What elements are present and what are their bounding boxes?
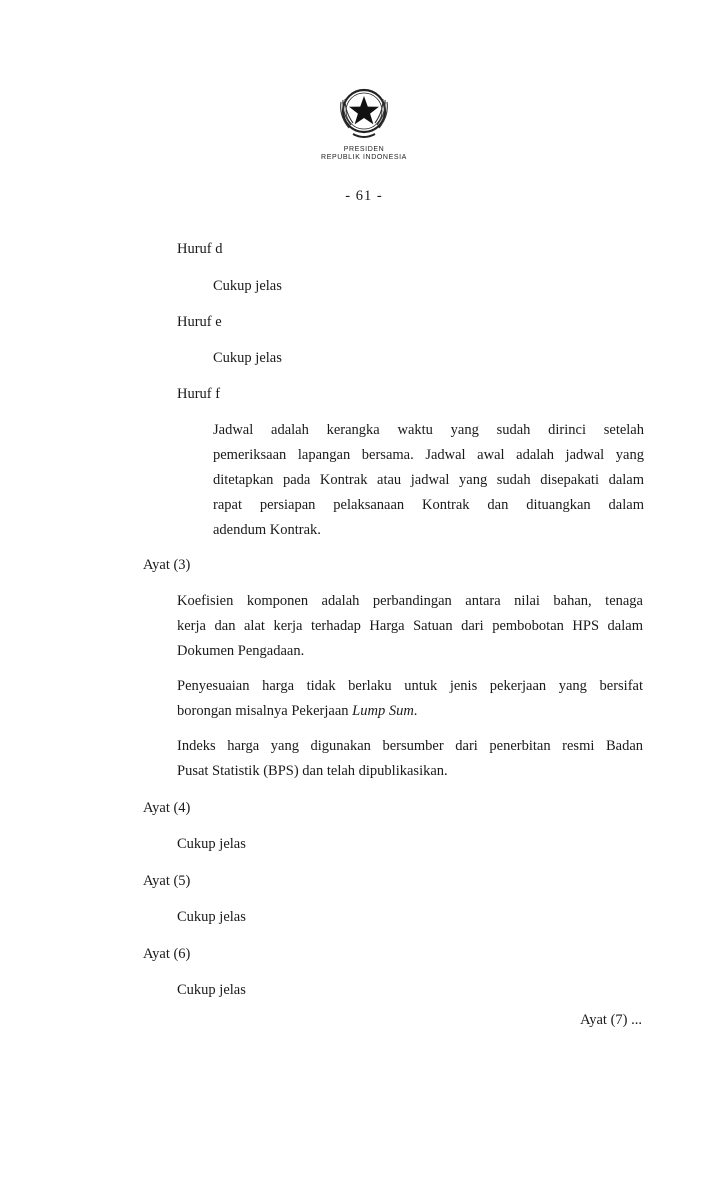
- ayat-3-label: Ayat (3): [143, 557, 191, 573]
- ayat-5-text: Cukup jelas: [177, 909, 246, 925]
- ayat-6-label: Ayat (6): [143, 946, 191, 962]
- huruf-d-text: Cukup jelas: [213, 278, 282, 294]
- ayat-5-label: Ayat (5): [143, 873, 191, 889]
- paragraph-line: ditetapkan pada Kontrak atau jadwal yang sudah disepakati dalam: [213, 472, 644, 488]
- huruf-d-label: Huruf d: [177, 241, 223, 257]
- italic-term: Lump Sum: [352, 703, 414, 719]
- ayat-3-paragraph-1: [177, 589, 643, 664]
- ayat-4-text: Cukup jelas: [177, 836, 246, 852]
- huruf-e-text: Cukup jelas: [213, 350, 282, 366]
- ayat-4-label: Ayat (4): [143, 800, 191, 816]
- ayat-3-paragraph-2: [177, 674, 643, 724]
- paragraph-line: pemeriksaan lapangan bersama. Jadwal awal adalah jadwal yang: [213, 447, 644, 463]
- header-line-1: PRESIDEN: [343, 146, 385, 153]
- paragraph-line: adendum Kontrak.: [213, 522, 321, 538]
- paragraph-line: Indeks harga yang digunakan bersumber dari penerbitan resmi Badan: [177, 738, 643, 754]
- paragraph-line: Pusat Statistik (BPS) dan telah dipublikasikan.: [177, 763, 448, 779]
- ayat-6-text: Cukup jelas: [177, 982, 246, 998]
- page-number: - 61 -: [345, 188, 383, 204]
- paragraph-line: [177, 699, 643, 724]
- paragraph-line: kerja dan alat kerja terhadap Harga Satuan dari pembobotan HPS dalam: [177, 618, 643, 634]
- header-line-2: REPUBLIK INDONESIA: [321, 154, 407, 161]
- next-page-hint: Ayat (7) ...: [580, 1012, 642, 1028]
- paragraph-line: Penyesuaian harga tidak berlaku untuk jenis pekerjaan yang bersifat: [177, 678, 643, 694]
- page-header: [0, 82, 728, 162]
- presidential-seal-icon: [333, 82, 395, 144]
- paragraph-line: Dokumen Pengadaan.: [177, 643, 305, 659]
- ayat-3-paragraph-3: [177, 734, 643, 784]
- text-segment: borongan misalnya Pekerjaan: [177, 703, 353, 719]
- huruf-e-label: Huruf e: [177, 314, 222, 330]
- text-segment: .: [413, 703, 418, 719]
- huruf-f-paragraph: [213, 418, 644, 543]
- paragraph-line: Jadwal adalah kerangka waktu yang sudah dirinci setelah: [213, 422, 644, 438]
- paragraph-line: Koefisien komponen adalah perbandingan antara nilai bahan, tenaga: [177, 593, 643, 609]
- paragraph-line: rapat persiapan pelaksanaan Kontrak dan dituangkan dalam: [213, 497, 644, 513]
- huruf-f-label: Huruf f: [177, 386, 221, 402]
